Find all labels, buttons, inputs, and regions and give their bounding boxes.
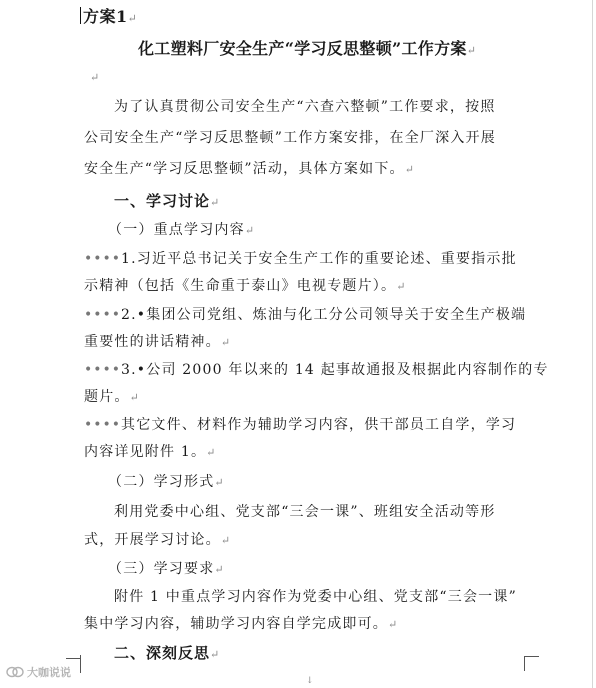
subsection-1-title[interactable]: （一）重点学习内容↵ bbox=[108, 222, 256, 238]
item-2-line-1[interactable]: ••••2.•集团公司党组、炼油与化工分公司领导关于安全生产极端 bbox=[84, 307, 527, 323]
requirement-line-2[interactable]: 集中学习内容，辅助学习内容自学完成即可。↵ bbox=[84, 616, 399, 632]
indent-dots: •••• bbox=[84, 251, 122, 267]
item-3-line-2[interactable]: 题片。↵ bbox=[84, 389, 141, 405]
intro-line-2[interactable]: 公司安全生产“学习反思整顿”工作方案安排，在全厂深入开展 bbox=[84, 130, 496, 146]
intro-line-3[interactable]: 安全生产“学习反思整顿”活动，具体方案如下。↵ bbox=[84, 161, 416, 177]
watermark-text: 大咖说说 bbox=[27, 667, 71, 679]
intro-line-1[interactable]: 为了认真贯彻公司安全生产“六查六整顿”工作要求，按照 bbox=[114, 99, 496, 115]
crop-mark-bottom-left-h bbox=[66, 658, 80, 659]
form-line-2[interactable]: 式，开展学习讨论。↵ bbox=[84, 532, 232, 548]
paragraph-mark: ↵ bbox=[210, 196, 221, 209]
text-cursor bbox=[80, 7, 81, 24]
paragraph-mark: ↵ bbox=[214, 563, 225, 576]
paragraph-mark: ↵ bbox=[210, 648, 221, 661]
section-break-mark: ↓ bbox=[306, 676, 314, 686]
item-4-line-1[interactable]: ••••其它文件、材料作为辅助学习内容，供干部员工自学，学习 bbox=[84, 417, 517, 433]
subsection-3-title[interactable]: （三）学习要求↵ bbox=[108, 561, 225, 577]
empty-paragraph[interactable] bbox=[90, 66, 99, 85]
paragraph-mark: ↵ bbox=[127, 12, 138, 25]
paragraph-mark: ↵ bbox=[206, 446, 217, 459]
paragraph-mark: ↵ bbox=[404, 163, 416, 176]
paragraph-mark: ↵ bbox=[244, 224, 256, 237]
watermark bbox=[6, 664, 71, 680]
document-title[interactable]: 化工塑料厂安全生产“学习反思整顿”工作方案↵ bbox=[138, 39, 477, 58]
item-1-line-1[interactable]: ••••1.习近平总书记关于安全生产工作的重要论述、重要指示批 bbox=[84, 251, 517, 267]
paragraph-mark: ↵ bbox=[396, 280, 407, 293]
paragraph-mark: ↵ bbox=[466, 44, 477, 57]
paragraph-mark: ↵ bbox=[214, 476, 225, 489]
paragraph-mark: ↵ bbox=[129, 391, 141, 404]
indent-dots: •••• bbox=[84, 307, 122, 323]
section-2-title[interactable]: 二、深刻反思↵ bbox=[114, 644, 221, 662]
paragraph-mark: ↵ bbox=[220, 336, 232, 349]
item-1-line-2[interactable]: 示精神（包括《生命重于泰山》电视专题片）。↵ bbox=[84, 278, 407, 294]
item-3-line-1[interactable]: ••••3.•公司 2000 年以来的 14 起事故通报及根据此内容制作的专 bbox=[84, 362, 549, 378]
page-right-edge bbox=[592, 0, 593, 688]
crop-mark-bottom-right bbox=[524, 656, 539, 671]
form-line-1[interactable]: 利用党委中心组、党支部“三会一课”、班组安全活动等形 bbox=[114, 504, 496, 520]
paragraph-mark: ↵ bbox=[388, 618, 399, 631]
document-heading[interactable]: 方案1↵ bbox=[83, 7, 138, 26]
indent-dots: •••• bbox=[84, 417, 122, 433]
item-4-line-2[interactable]: 内容详见附件 1。↵ bbox=[84, 444, 217, 460]
section-1-title[interactable]: 一、学习讨论↵ bbox=[114, 192, 221, 210]
watermark-logo-icon bbox=[6, 666, 24, 678]
paragraph-mark: ↵ bbox=[220, 534, 232, 547]
indent-dots: •••• bbox=[84, 362, 122, 378]
subsection-2-title[interactable]: （二）学习形式↵ bbox=[108, 474, 225, 490]
requirement-line-1[interactable]: 附件 1 中重点学习内容作为党委中心组、党支部“三会一课” bbox=[114, 589, 517, 605]
item-2-line-2[interactable]: 重要性的讲话精神。↵ bbox=[84, 334, 232, 350]
paragraph-mark: ↵ bbox=[90, 71, 100, 84]
